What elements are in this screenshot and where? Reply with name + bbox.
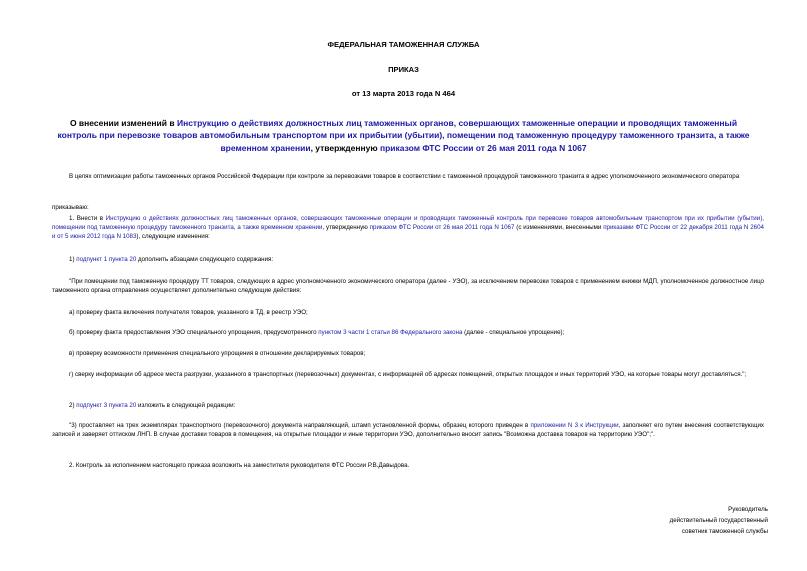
subitem-2-prefix: 2) xyxy=(69,402,77,409)
item-1-mid2: (с изменениями, внесенными xyxy=(514,224,604,232)
document-subject xyxy=(52,117,755,154)
item-1 xyxy=(52,214,764,242)
subject-prefix: О внесении изменений в xyxy=(69,118,177,128)
item-g: г) сверку информации об адресе места разгрузки, указанного в транспортных (перевозочных) документах, с информацией об адресах помещений, открытых площадок и иных территорий УЭО, на которые товары могут доставляться."; xyxy=(69,371,747,378)
subitem-1-link[interactable]: подпункт 1 пункта 20 xyxy=(76,256,137,263)
item-2: 2. Контроль за исполнением настоящего приказа возложить на заместителя руководителя ФТС России Р.В.Давыдова. xyxy=(69,462,410,469)
item-v: в) проверку возможности применения специального упрощения в отношении декларируемых товаров; xyxy=(69,350,366,357)
subitem-2-link[interactable]: подпункт 3 пункта 20 xyxy=(76,402,137,409)
subitem-1-suffix: дополнить абзацами следующего содержания: xyxy=(136,256,274,263)
item-b xyxy=(52,328,764,337)
subitem-1-prefix: 1) xyxy=(69,256,77,263)
subject-middle: , утвержденную xyxy=(310,142,380,153)
item-1-amendments-link[interactable]: приказами ФТС России от 22 декабря 2011 года N 2604 и от 5 июня 2012 года N 1083 xyxy=(52,224,765,241)
signature-rank-line-2: советник таможенной службы xyxy=(681,528,768,535)
preamble: В целях оптимизации работы таможенных органов Российской Федерации при контроле за перевозками товаров в соответствии с таможенной процедурой таможенного транзита в адрес уполномоченного экономического оператора xyxy=(69,173,740,180)
item-1-mid1: , утвержденную xyxy=(322,224,370,232)
quote-2-prefix: "3) проставляет на трех экземплярах транспортного (перевозочного) документа направляющий, штамп установленной формы, образец которого приведен в xyxy=(69,422,531,429)
agency-name: ФЕДЕРАЛЬНАЯ ТАМОЖЕННАЯ СЛУЖБА xyxy=(327,40,480,49)
quote-2-suffix: , заполняет его путем внесения соответствующих записей и заверяет оттиском ЛНП. В случае доставки товаров в помещения, на открытые площадки и иные территории УЭО, дополнительно вносит запись "Возможна доставка товаров на территорию УЭО";". xyxy=(52,422,765,439)
signature-title: Руководитель xyxy=(728,506,768,513)
subitem-1 xyxy=(52,255,764,264)
subject-order-link[interactable]: приказом ФТС России от 26 мая 2011 года N 1067 xyxy=(379,142,587,153)
item-1-instruction-link[interactable]: Инструкцию о действиях должностных лиц таможенных органов, совершающих таможенные операции и проводящих таможенный контроль при перевозке товаров автомобильным транспортом при их прибытии (убытии), помещении под таможенную процедуру таможенного транзита, а также временном хранении xyxy=(52,215,764,232)
item-1-prefix: 1. Внести в xyxy=(69,215,106,222)
item-1-order-link[interactable]: приказом ФТС России от 26 мая 2011 года N 1067 xyxy=(369,224,515,232)
item-b-suffix: (далее - специальное упрощение); xyxy=(462,329,565,336)
order-word: приказываю: xyxy=(52,204,89,211)
quote-2-appendix-link[interactable]: приложении N 3 к Инструкции xyxy=(530,422,619,429)
item-b-law-link[interactable]: пунктом 3 части 1 статьи 86 Федерального закона xyxy=(318,329,463,336)
subitem-2 xyxy=(52,401,764,410)
subitem-2-suffix: изложить в следующей редакции: xyxy=(136,402,236,409)
quote-2 xyxy=(52,421,764,439)
document-type: ПРИКАЗ xyxy=(388,65,419,74)
document-date: от 13 марта 2013 года N 464 xyxy=(351,89,456,98)
item-b-prefix: б) проверку факта предоставления УЭО специального упрощения, предусмотренного xyxy=(69,329,319,336)
item-a: а) проверку факта включения получателя товаров, указанного в ТД, в реестр УЭО; xyxy=(69,309,308,316)
signature-rank-line-1: действительный государственный xyxy=(669,517,768,524)
quote-1: "При помещении под таможенную процедуру ТТ товаров, следующих в адрес уполномоченного экономического оператора (далее - УЭО), за исключением перевозки товаров с применением книжки МДП, уполномоченное должностное лицо таможенного органа отправления осуществляет дополнительно следующие действия: xyxy=(52,278,764,295)
item-1-suffix: ), следующие изменения: xyxy=(136,233,210,241)
subject-instruction-link[interactable]: Инструкцию о действиях должностных лиц таможенных органов, совершающих таможенные операции и проводящих таможенный контроль при перевозке товаров автомобильным транспортом при их прибытии (убытии), помещении под таможенную процедуру таможенного транзита, а также временном хранении xyxy=(57,118,750,153)
